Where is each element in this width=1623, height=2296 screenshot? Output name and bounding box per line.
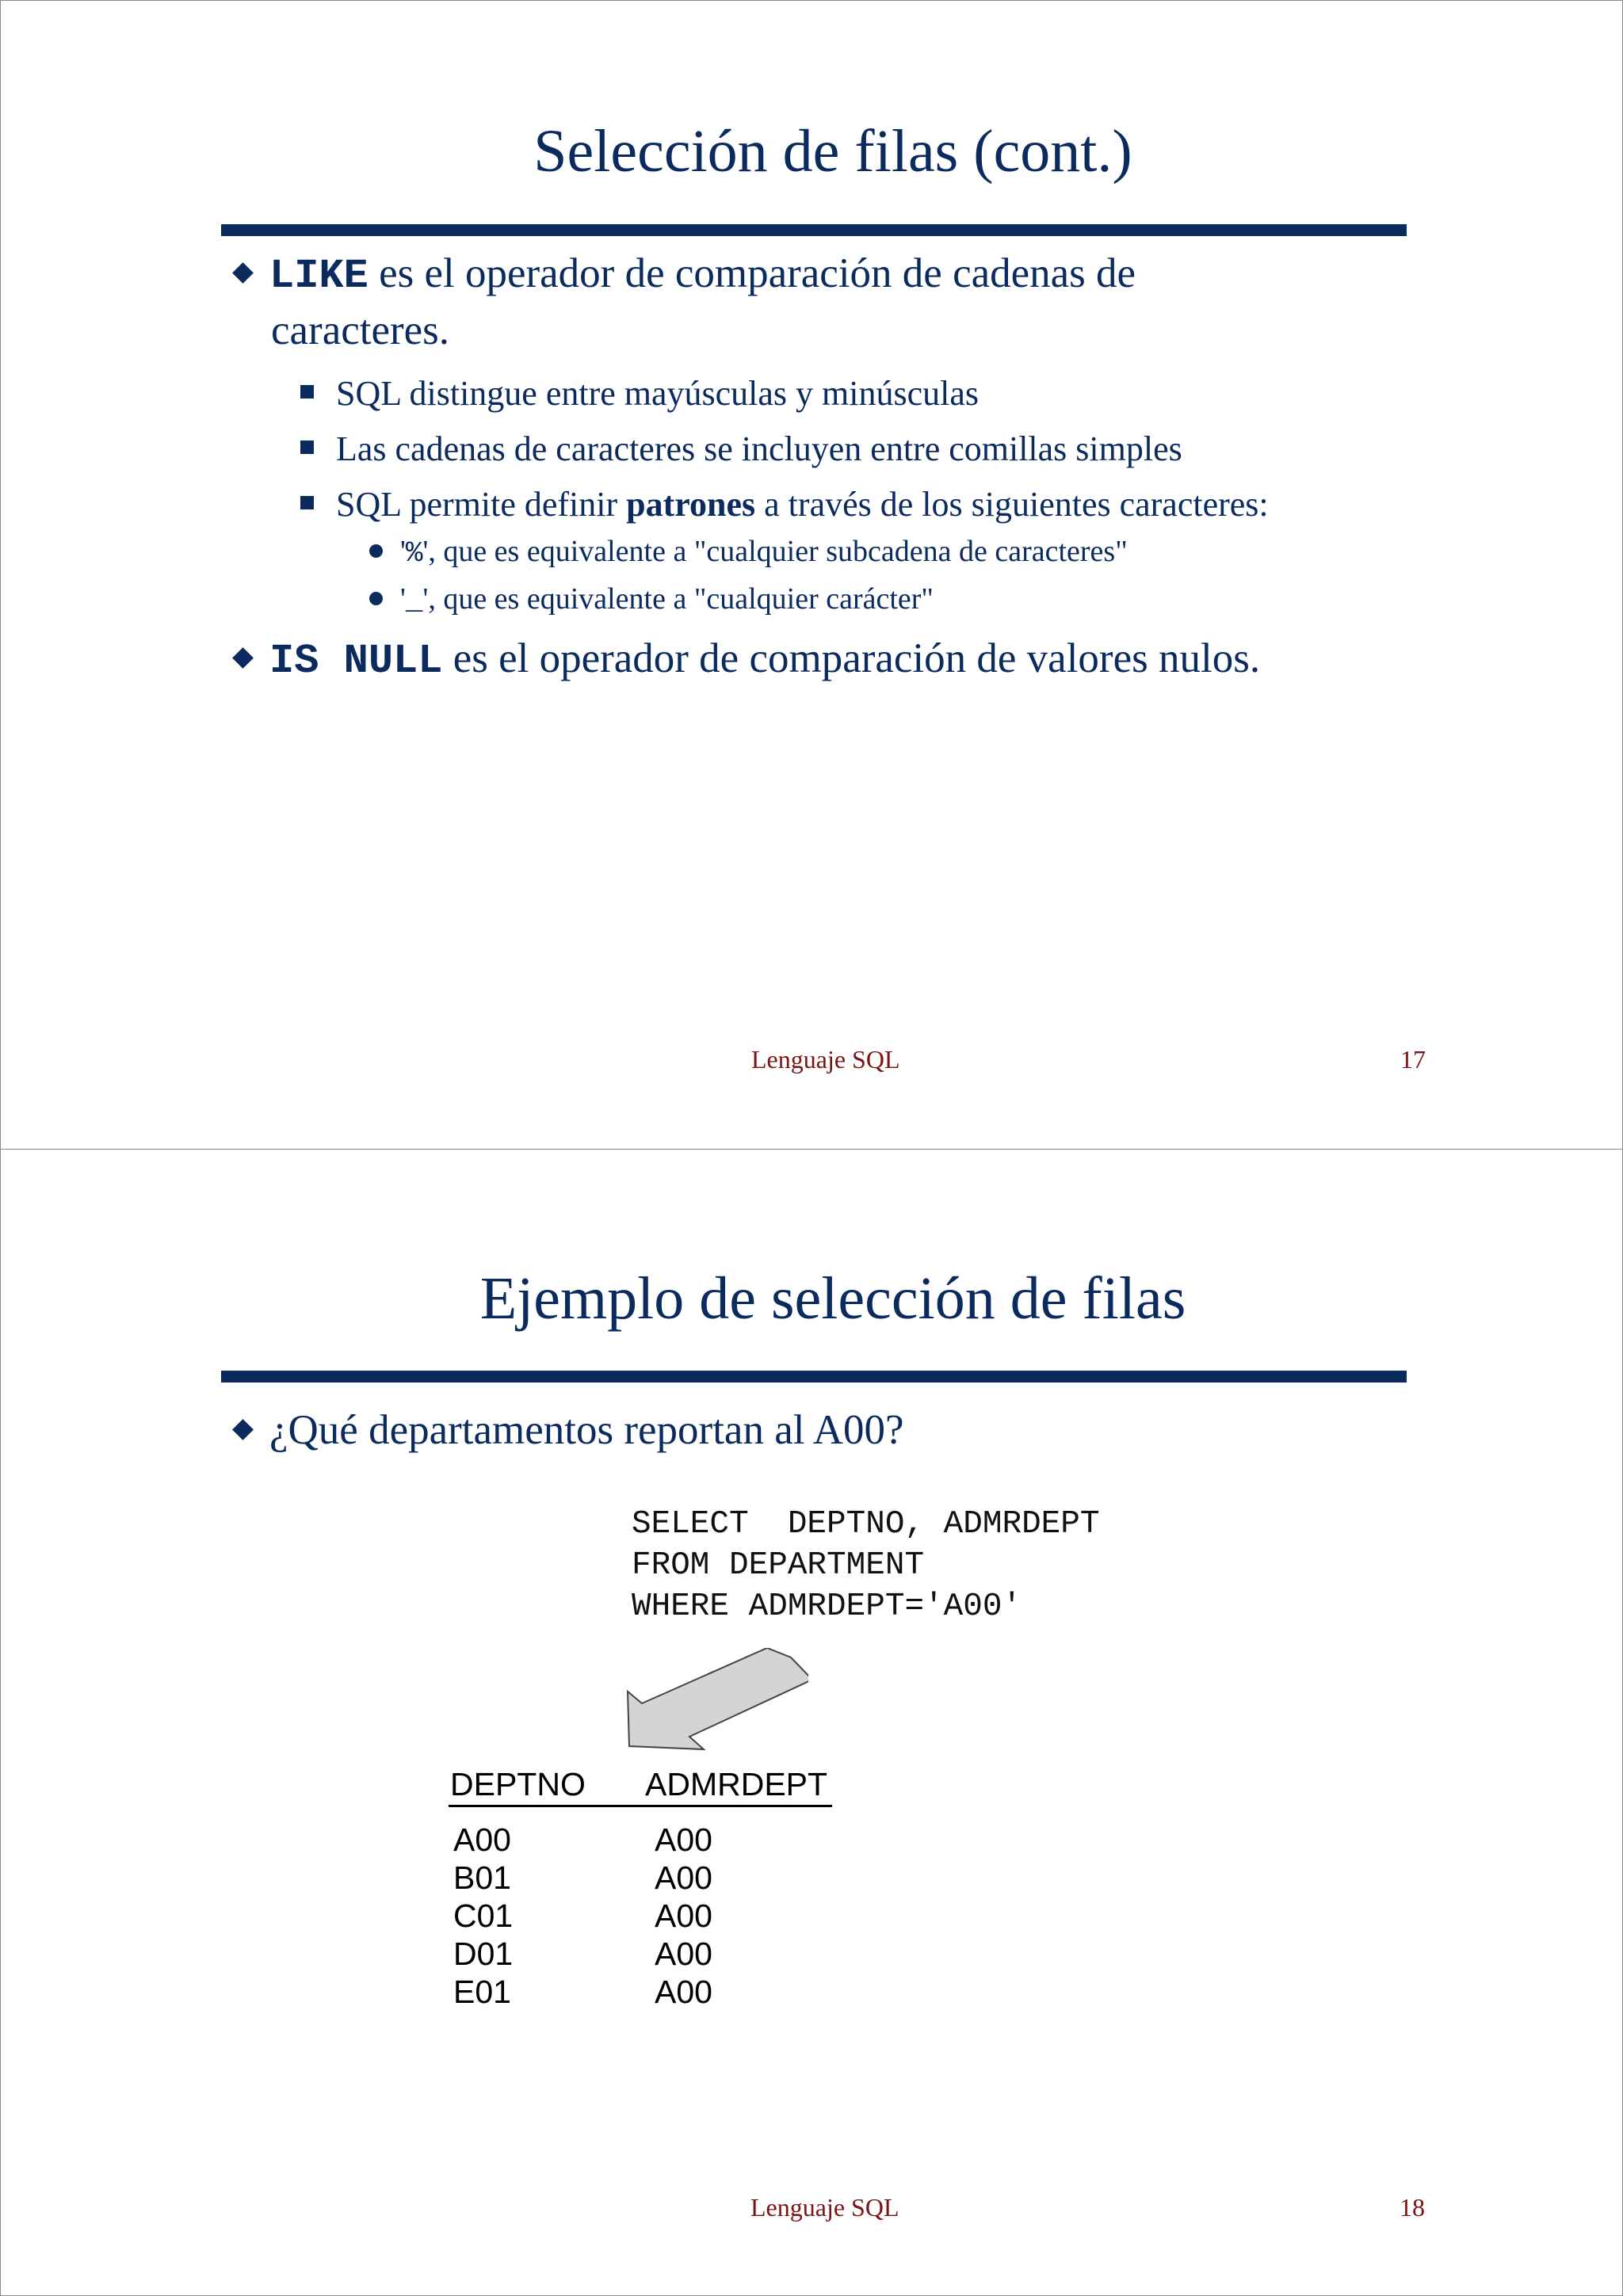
quote: ' [400, 535, 406, 568]
title-rule [221, 1371, 1407, 1383]
bullet-text: es el operador de comparación de valores nulos. [442, 635, 1261, 681]
footer-title: Lenguaje SQL [751, 1045, 900, 1074]
column-header-admrdept: ADMRDEPT [645, 1766, 828, 1802]
slide-18 [0, 1149, 1623, 2296]
pattern-text: ', que es equivalente a "cualquier carácter" [422, 582, 934, 616]
pattern-text: ', que es equivalente a "cualquier subcadena de caracteres" [422, 535, 1128, 568]
table-row [655, 1935, 712, 1973]
diamond-bullet-icon [232, 647, 254, 669]
sub-item [300, 370, 979, 418]
table-row [655, 1859, 712, 1897]
table-row [655, 1897, 712, 1935]
bold-term: patrones [626, 485, 756, 524]
dot-bullet-icon [369, 544, 383, 558]
diamond-bullet-icon [232, 1419, 254, 1440]
question-text: ¿Qué departamentos reportan al A00? [269, 1407, 904, 1453]
cell-admrdept: A00 [655, 1936, 712, 1972]
table-row [453, 1973, 511, 2011]
cell-deptno: A00 [453, 1821, 511, 1858]
bullet-continuation: caracteres. [271, 307, 450, 353]
bullet-like [235, 245, 1136, 305]
like-keyword: LIKE [269, 253, 369, 299]
slide-title: Selección de filas (cont.) [533, 118, 1132, 185]
result-header [449, 1765, 832, 1807]
page-number: 17 [1400, 1045, 1426, 1074]
table-row [453, 1859, 511, 1897]
sub-item-text: a través de los siguientes caracteres: [755, 485, 1269, 524]
diamond-bullet-icon [232, 262, 254, 284]
bullet-is-null [235, 630, 1260, 690]
square-bullet-icon [300, 496, 314, 509]
sub-item-text: SQL distingue entre mayúsculas y minúsculas [336, 374, 980, 413]
sql-line-select: SELECT DEPTNO, ADMRDEPT [632, 1506, 1100, 1543]
sub-item-patterns [300, 481, 1269, 528]
bullet-text: es el operador de comparación de cadenas de [368, 250, 1136, 296]
sub-item-text: Las cadenas de caracteres se incluyen entre comillas simples [336, 429, 1182, 468]
sub-item [300, 425, 1182, 473]
pattern-item [369, 532, 1128, 574]
table-row [655, 1821, 712, 1859]
square-bullet-icon [300, 441, 314, 454]
quote: ' [400, 582, 406, 616]
column-header-deptno: DEPTNO [450, 1766, 586, 1802]
bullet-question [235, 1402, 904, 1459]
arrow-down-left-icon [618, 1648, 808, 1759]
table-row [453, 1897, 513, 1935]
cell-admrdept: A00 [655, 1859, 712, 1896]
table-row [655, 1973, 712, 2011]
cell-deptno: B01 [453, 1859, 511, 1896]
cell-admrdept: A00 [655, 1974, 712, 2010]
pattern-item [369, 579, 934, 621]
cell-deptno: C01 [453, 1897, 514, 1934]
table-row [453, 1821, 511, 1859]
title-rule [221, 224, 1407, 236]
table-row [453, 1935, 513, 1973]
sql-line-where: WHERE ADMRDEPT='A00' [632, 1589, 1022, 1625]
dot-bullet-icon [369, 592, 383, 605]
slide-title: Ejemplo de selección de filas [479, 1265, 1186, 1332]
page-number: 18 [1400, 2193, 1425, 2222]
wildcard-char: _ [405, 585, 423, 617]
square-bullet-icon [300, 385, 314, 399]
cell-deptno: D01 [453, 1936, 514, 1972]
sql-line-from: FROM DEPARTMENT [632, 1547, 925, 1584]
footer-title: Lenguaje SQL [750, 2193, 899, 2222]
sub-item-text: SQL permite definir [336, 485, 627, 524]
cell-admrdept: A00 [655, 1897, 712, 1934]
cell-admrdept: A00 [655, 1821, 712, 1858]
cell-deptno: E01 [453, 1974, 511, 2010]
is-null-keyword: IS NULL [269, 638, 443, 685]
wildcard-char: % [405, 537, 423, 570]
